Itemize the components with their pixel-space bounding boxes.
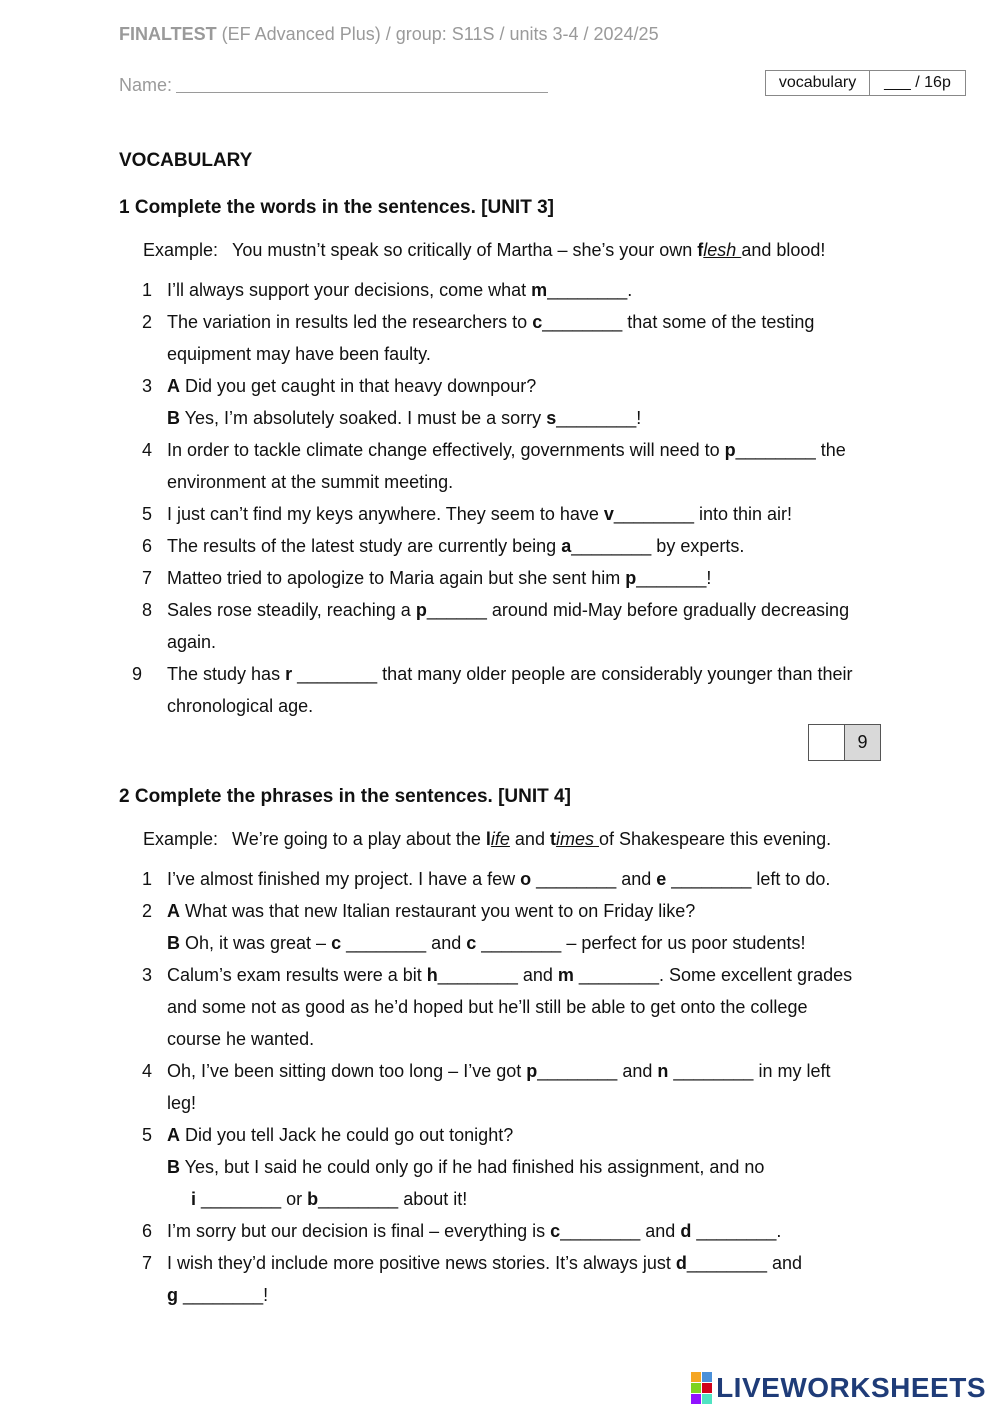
task1-title: 1 Complete the words in the sentences. [UNIT 3] [119, 197, 554, 218]
list-item-line[interactable]: A What was that new Italian restaurant you went to on Friday like? [167, 901, 696, 921]
item-number: 3 [141, 965, 152, 985]
cue-letter: d [675, 1253, 687, 1273]
cue-letter: m [531, 280, 548, 300]
item-number: 6 [141, 1221, 152, 1241]
example-text: You mustn’t speak so critically of Martha – she’s your own [232, 240, 698, 260]
test-title: FINALTEST [119, 24, 217, 44]
logo-square [691, 1383, 701, 1393]
cue-letter: A [167, 376, 180, 396]
item-number: 2 [141, 901, 152, 921]
example-answer: imes [555, 829, 599, 849]
list-item-line[interactable]: The variation in results led the researchers to c________ that some of the testing [167, 312, 815, 332]
item-number: 6 [141, 536, 152, 556]
list-item-line[interactable]: I’ll always support your decisions, come what m________. [167, 280, 633, 300]
item-number: 1 [141, 869, 152, 889]
cue-letter: m [557, 965, 574, 985]
logo-square [691, 1372, 701, 1382]
list-item-line[interactable]: In order to tackle climate change effectively, governments will need to p________ the [167, 440, 846, 460]
cue-letter: B [167, 933, 180, 953]
list-item-line[interactable]: B Yes, I’m absolutely soaked. I must be a sorry s________! [167, 408, 642, 428]
task1-score-box [808, 724, 881, 761]
cue-letter: p [724, 440, 736, 460]
logo-text: LIVEWORKSHEETS [716, 1372, 986, 1403]
cue-letter: o [520, 869, 532, 889]
task2-example [143, 829, 831, 850]
cue-letter: c [466, 933, 477, 953]
cue-letter: s [546, 408, 557, 428]
list-item-line[interactable]: Matteo tried to apologize to Maria again but she sent him p_______! [167, 568, 712, 588]
list-item-line[interactable]: environment at the summit meeting. [167, 472, 454, 492]
cue-letter: c [532, 312, 543, 332]
cue-letter: A [167, 1125, 180, 1145]
list-item-line[interactable]: I’m sorry but our decision is final – everything is c________ and d ________. [167, 1221, 782, 1241]
cue-letter: a [561, 536, 572, 556]
example-letter: f [697, 240, 704, 260]
example-text-end: and blood! [741, 240, 826, 260]
cue-letter: p [625, 568, 637, 588]
task1-score-input[interactable] [809, 725, 845, 760]
list-item-line[interactable]: B Yes, but I said he could only go if he had finished his assignment, and no [167, 1157, 765, 1177]
list-item-line[interactable]: I wish they’d include more positive news stories. It’s always just d________ and [167, 1253, 803, 1273]
item-number: 9 [131, 664, 142, 684]
test-details: (EF Advanced Plus) / group: S11S / units 3-4 / 2024/25 [216, 24, 659, 44]
item-number: 5 [141, 1125, 152, 1145]
item-number: 4 [141, 440, 152, 460]
example-letter: l [485, 829, 491, 849]
example-label: Example: [143, 240, 219, 260]
name-line[interactable] [176, 76, 548, 93]
list-item-line[interactable]: B Oh, it was great – c ________ and c ________ – perfect for us poor students! [167, 933, 806, 953]
cue-letter: B [167, 408, 180, 428]
example-text-end: of Shakespeare this evening. [598, 829, 832, 849]
logo-square [702, 1394, 712, 1404]
section-title: VOCABULARY [119, 150, 253, 171]
test-header [119, 24, 659, 45]
list-item-line[interactable]: I just can’t find my keys anywhere. They seem to have v________ into thin air! [167, 504, 793, 524]
item-number: 4 [141, 1061, 152, 1081]
item-number: 2 [141, 312, 152, 332]
item-number: 3 [141, 376, 152, 396]
logo-square [702, 1383, 712, 1393]
list-item-line[interactable]: I’ve almost finished my project. I have a few o ________ and e ________ left to do. [167, 869, 831, 889]
item-number: 1 [141, 280, 152, 300]
list-item-line[interactable]: Oh, I’ve been sitting down too long – I’ve got p________ and n ________ in my left [167, 1061, 831, 1081]
name-field[interactable] [119, 75, 548, 96]
item-number: 8 [141, 600, 152, 620]
list-item-line[interactable]: The results of the latest study are currently being a________ by experts. [167, 536, 745, 556]
score-label: vocabulary [766, 71, 870, 95]
list-item-line[interactable]: course he wanted. [167, 1029, 315, 1049]
list-item-line[interactable]: Calum’s exam results were a bit h________ and m ________. Some excellent grades [167, 965, 853, 985]
logo-square [691, 1394, 701, 1404]
name-label: Name: [119, 75, 173, 95]
cue-letter: n [657, 1061, 669, 1081]
task1-example [143, 240, 825, 261]
example-letter: t [549, 829, 556, 849]
cue-letter: r [285, 664, 293, 684]
cue-letter: p [526, 1061, 538, 1081]
score-box [765, 70, 966, 96]
list-item-line[interactable]: g ________! [167, 1285, 269, 1305]
cue-letter: p [415, 600, 427, 620]
cue-letter: b [307, 1189, 319, 1209]
cue-letter: c [331, 933, 342, 953]
list-item-line[interactable]: and some not as good as he’d hoped but he’ll still be able to get onto the college [167, 997, 808, 1017]
list-item-line[interactable]: equipment may have been faulty. [167, 344, 431, 364]
example-text: We’re going to a play about the [232, 829, 486, 849]
cue-letter: A [167, 901, 180, 921]
example-label: Example: [143, 829, 219, 849]
cue-letter: v [603, 504, 614, 524]
cue-letter: i [191, 1189, 197, 1209]
list-item-line[interactable]: A Did you tell Jack he could go out tonight? [167, 1125, 514, 1145]
example-answer: lesh [703, 240, 742, 260]
task2-title: 2 Complete the phrases in the sentences. [UNIT 4] [119, 786, 571, 807]
cue-letter: g [167, 1285, 178, 1305]
list-item-line[interactable]: The study has r ________ that many older people are considerably younger than their [167, 664, 853, 684]
list-item-line[interactable]: chronological age. [167, 696, 314, 716]
list-item-line[interactable]: i ________ or b________ about it! [191, 1189, 468, 1209]
cue-letter: d [680, 1221, 692, 1241]
logo-icon [691, 1372, 712, 1404]
liveworksheets-logo [691, 1372, 986, 1404]
cue-letter: h [426, 965, 438, 985]
logo-square [702, 1372, 712, 1382]
list-item-line[interactable]: Sales rose steadily, reaching a p______ around mid-May before gradually decreasing [167, 600, 850, 620]
list-item-line[interactable]: leg! [167, 1093, 197, 1113]
cue-letter: c [550, 1221, 561, 1241]
task1-score-max: 9 [845, 725, 880, 760]
item-number: 5 [141, 504, 152, 524]
item-number: 7 [141, 568, 152, 588]
cue-letter: e [656, 869, 667, 889]
example-answer: ife [490, 829, 510, 849]
list-item-line[interactable]: again. [167, 632, 217, 652]
item-number: 7 [141, 1253, 152, 1273]
list-item-line[interactable]: A Did you get caught in that heavy downpour? [167, 376, 537, 396]
example-text: and [509, 829, 550, 849]
cue-letter: B [167, 1157, 180, 1177]
score-value[interactable]: ___ / 16p [884, 74, 951, 91]
